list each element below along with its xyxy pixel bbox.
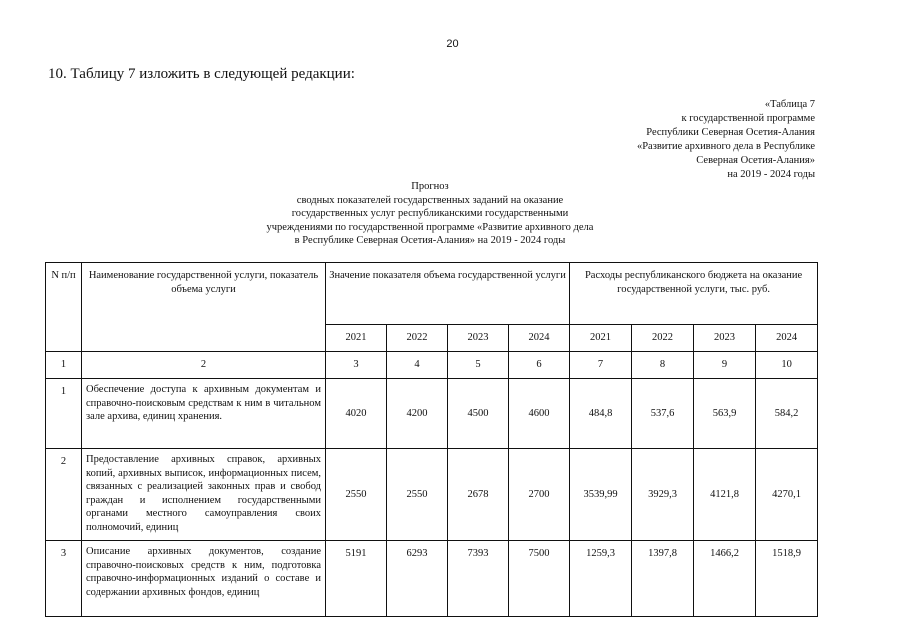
row-value: 2700 (509, 449, 570, 541)
appendix-line: к государственной программе (681, 113, 815, 124)
year-cell: 2021 (570, 325, 632, 352)
index-cell: 3 (326, 352, 387, 379)
header-budget: Расходы республиканского бюджета на оказание государственной услуги, тыс. руб. (570, 263, 818, 325)
index-cell: 6 (509, 352, 570, 379)
index-cell: 8 (632, 352, 694, 379)
row-value: 7500 (509, 541, 570, 617)
header-name: Наименование государственной услуги, показатель объема услуги (82, 263, 326, 352)
row-value: 2550 (326, 449, 387, 541)
table-row (46, 379, 818, 449)
year-cell: 2023 (694, 325, 756, 352)
row-value: 563,9 (694, 379, 756, 449)
row-value: 2678 (448, 449, 509, 541)
header-row (46, 263, 818, 325)
row-value: 1397,8 (632, 541, 694, 617)
year-cell: 2023 (448, 325, 509, 352)
table-title (200, 180, 660, 248)
year-cell: 2024 (509, 325, 570, 352)
instruction-text: 10. Таблицу 7 изложить в следующей редакции: (48, 66, 355, 82)
table-row (46, 541, 818, 617)
row-value: 484,8 (570, 379, 632, 449)
appendix-line: на 2019 - 2024 годы (727, 169, 815, 180)
title-line: учреждениями по государственной программе «Развитие архивного дела (266, 221, 594, 233)
row-num: 3 (46, 541, 82, 617)
year-cell: 2024 (756, 325, 818, 352)
row-value: 4270,1 (756, 449, 818, 541)
title-line: Прогноз (411, 181, 449, 192)
year-cell: 2022 (387, 325, 448, 352)
row-value: 6293 (387, 541, 448, 617)
appendix-line: Республики Северная Осетия-Алания (646, 127, 815, 138)
forecast-table (45, 262, 818, 617)
index-row (46, 352, 818, 379)
index-cell: 1 (46, 352, 82, 379)
row-value: 537,6 (632, 379, 694, 449)
row-value: 1259,3 (570, 541, 632, 617)
title-line: государственных услуг республиканскими государственными (291, 208, 569, 219)
appendix-line: «Развитие архивного дела в Республике (636, 141, 815, 152)
title-line: сводных показателей государственных заданий на оказание (296, 194, 564, 206)
row-value: 584,2 (756, 379, 818, 449)
row-value: 1518,9 (756, 541, 818, 617)
title-line: в Республике Северная Осетия-Алания» на 2019 - 2024 годы (294, 235, 566, 246)
year-cell: 2021 (326, 325, 387, 352)
header-volume: Значение показателя объема государственной услуги (326, 263, 570, 325)
appendix-line: «Таблица 7 (764, 99, 815, 110)
row-value: 3539,99 (570, 449, 632, 541)
row-value: 4600 (509, 379, 570, 449)
row-value: 4500 (448, 379, 509, 449)
row-value: 4020 (326, 379, 387, 449)
table-row (46, 449, 818, 541)
row-value: 4200 (387, 379, 448, 449)
year-cell: 2022 (632, 325, 694, 352)
index-cell: 9 (694, 352, 756, 379)
row-value: 2550 (387, 449, 448, 541)
row-value: 1466,2 (694, 541, 756, 617)
row-service-name: Обеспечение доступа к архивным документам и справочно-поисковым средствам к ним в читальном зале архива, единиц хранения. (82, 379, 326, 449)
appendix-note (555, 98, 815, 182)
page-number: 20 (446, 38, 459, 50)
header-num: N п/п (46, 263, 82, 352)
row-value: 5191 (326, 541, 387, 617)
row-value: 4121,8 (694, 449, 756, 541)
row-value: 3929,3 (632, 449, 694, 541)
index-cell: 7 (570, 352, 632, 379)
row-service-name: Описание архивных документов, создание справочно-поисковых средств к ним, подготовка справочно-информационных изданий о составе и содержании архивных фондов, единиц (82, 541, 326, 617)
appendix-line: Северная Осетия-Алания» (696, 155, 815, 166)
index-cell: 5 (448, 352, 509, 379)
row-num: 1 (46, 379, 82, 449)
index-cell: 4 (387, 352, 448, 379)
row-value: 7393 (448, 541, 509, 617)
index-cell: 2 (82, 352, 326, 379)
row-num: 2 (46, 449, 82, 541)
index-cell: 10 (756, 352, 818, 379)
row-service-name: Предоставление архивных справок, архивных копий, архивных выписок, информационных писем, связанных с реализацией законных прав и свобод граждан и исполнением государственными органами местного самоуправления своих полномочий, единиц (82, 449, 326, 541)
